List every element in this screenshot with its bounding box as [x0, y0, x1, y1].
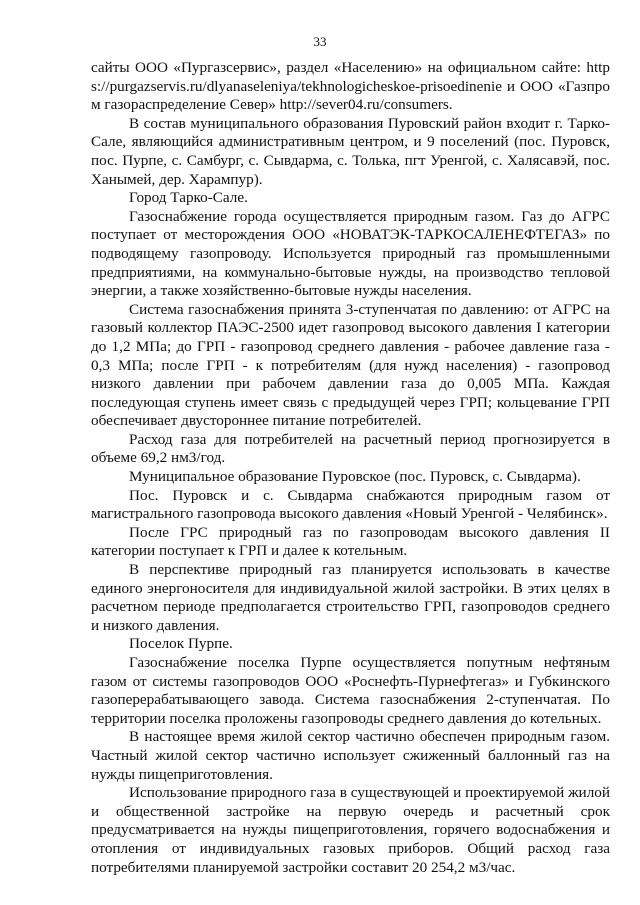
- heading-purovskoe: Муниципальное образование Пуровское (пос. Пуровск, с. Сывдарма).: [129, 468, 581, 486]
- paragraph-grs: После ГРС природный газ по газопроводам высокого давления II категории поступает к ГРП и далее к котельным.: [91, 523, 610, 560]
- paragraph-websites: сайты ООО «Пургазсервис», раздел «Населению» на официальном сайте: https://purgazservis.ru/dlyanaseleniya/tekhnologicheskoe-prisoedinenie и ООО «Газпром газораспределение Север» http://sever04.ru/consumers.: [91, 59, 610, 114]
- paragraph-pressure-system: Система газоснабжения принята 3-ступенчатая по давлению: от АГРС на газовый коллектор ПАЭС-2500 идет газопровод высокого давления I категории до 1,2 МПа; до ГРП - газопровод среднего давления - рабочее давление газа - 0,3 МПа; после ГРП - к потребителям (для нужд населения) - газопровод низкого давлении при рабочем давлении газа до 0,005 МПа. Каждая последующая ступень имеет связь с предыдущей через ГРП; кольцевание ГРП обеспечивает двустороннее питание потребителей.: [91, 300, 610, 430]
- page-number: 33: [313, 34, 327, 49]
- paragraph-purovsk-supply: Пос. Пуровск и с. Сывдарма снабжаются природным газом от магистрального газопровода высокого давления «Новый Уренгой - Челябинск».: [91, 486, 610, 523]
- heading-tarko-sale: Город Тарко-Сале.: [129, 189, 248, 207]
- document-body: [91, 59, 610, 877]
- paragraph-tarko-sale-gas-supply: Газоснабжение города осуществляется природным газом. Газ до АГРС поступает от месторождения ООО «НОВАТЭК-ТАРКОСАЛЕНЕФТЕГАЗ» по подводящему газопроводу. Используется природный газ промышленными предприятиями, на коммунально-бытовые нужды, на производство тепловой энергии, а также хозяйственно-бытовые нужды населения.: [91, 207, 610, 300]
- paragraph-perspective: В перспективе природный газ планируется использовать в качестве единого энергоносителя для индивидуальной жилой застройки. В этих целях в расчетном периоде предполагается строительство ГРП, газопроводов среднего и низкого давления.: [91, 561, 610, 634]
- paragraph-district-composition: В состав муниципального образования Пуровский район входит г. Тарко-Сале, являющийся административным центром, и 9 поселений (пос. Пуровск, пос. Пурпе, с. Самбург, с. Сывдарма, с. Толька, пгт Уренгой, с. Халясавэй, пос. Ханымей, дер. Харампур).: [91, 114, 610, 188]
- paragraph-housing-sector: В настоящее время жилой сектор частично обеспечен природным газом. Частный жилой сектор частично использует сжиженный баллонный газ на нужды пищеприготовления.: [91, 728, 610, 783]
- paragraph-gas-consumption: Расход газа для потребителей на расчетный период прогнозируется в объеме 69,2 нм3/год.: [91, 430, 610, 467]
- paragraph-planned-use: Использование природного газа в существующей и проектируемой жилой и общественной застройке на первую очередь и расчетный срок предусматривается на нужды пищеприготовления, горячего водоснабжения и отопления от индивидуальных газовых приборов. Общий расход газа потребителями планируемой застройки составит 20 254,2 м3/час.: [91, 784, 610, 876]
- heading-purpe: Поселок Пурпе.: [129, 635, 233, 653]
- paragraph-purpe-gas-supply: Газоснабжение поселка Пурпе осуществляется попутным нефтяным газом от системы газопроводов ООО «Роснефть-Пурнефтегаз» и Губкинского газоперерабатывающего завода. Система газоснабжения 2-ступенчатая. По территории поселка проложены газопроводы среднего давления до котельных.: [91, 654, 610, 727]
